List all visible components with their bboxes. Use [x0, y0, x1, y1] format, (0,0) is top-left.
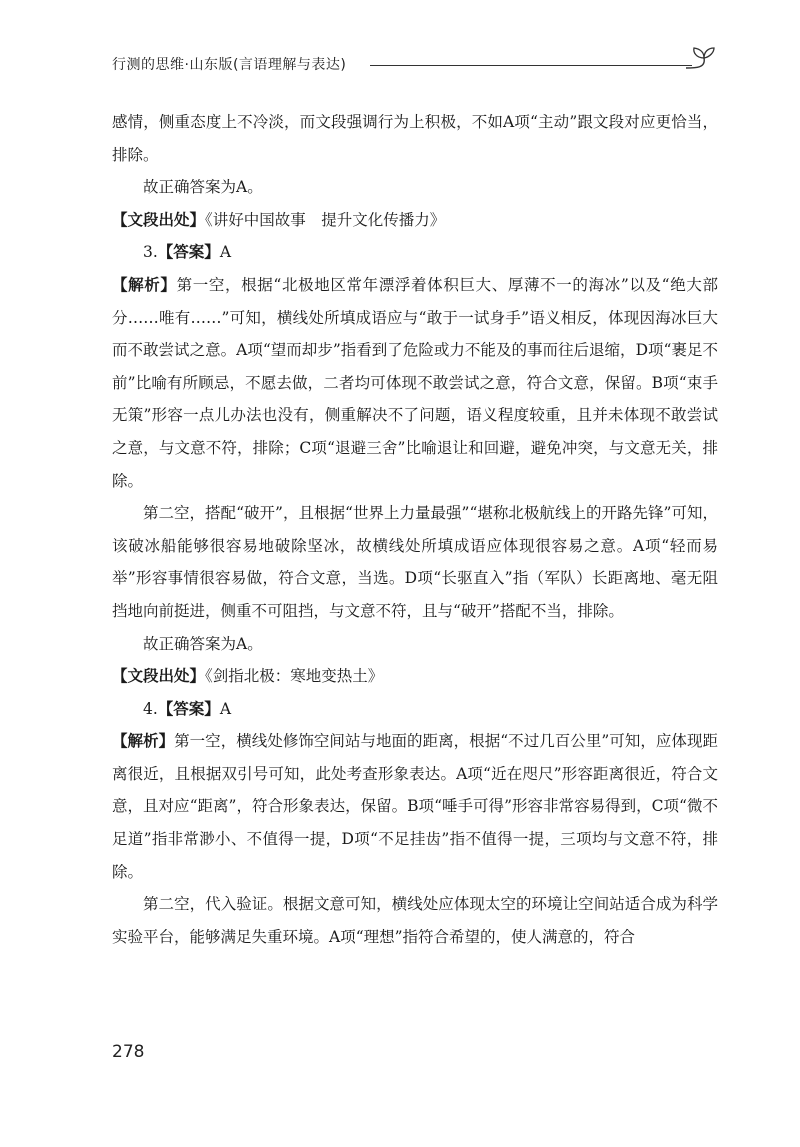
analysis-paragraph-3: 【解析】第一空，根据“北极地区常年漂浮着体积巨大、厚薄不一的海冰”以及“绝大部分……唯有……”可知，横线处所填成语应与“敢于一试身手”语义相反，体现因海冰巨大而不敢尝试之意。A项“望而却步”指看到了危险或力不能及的事而往后退缩，D项“裹足不前”比喻有所顾忌，不愿去做，二者均可体现不敢尝试之意，符合文意，保留。B项“束手无策”形容一点儿办法也没有，侧重解决不了问题，语义程度较重，且并未体现不敢尝试之意，与文意不符，排除；C项“退避三舍”比喻退让和回避，避免冲突，与文意无关，排除。: [112, 275, 718, 490]
paragraph-2: 故正确答案为A。: [143, 178, 263, 197]
paragraph-answer-3: 故正确答案为A。: [143, 634, 263, 653]
answer-label: 【答案】: [157, 243, 220, 262]
paragraph-second-blank-4: 第二空，代入验证。根据文意可知，横线处应体现太空的环境让空间站适合成为科学实验平台，能够满足失重环境。A项“理想”指符合希望的，使人满意的，符合: [112, 895, 718, 946]
paragraph-1: 感情，侧重态度上不冷淡，而文段强调行为上积极，不如A项“主动”跟文段对应更恰当，排除。: [112, 113, 718, 164]
running-header: [112, 46, 712, 80]
page-number: 278: [112, 1042, 145, 1062]
source-line-1: 【文段出处】《讲好中国故事 提升文化传播力》: [112, 210, 446, 229]
header-rule: [370, 65, 692, 66]
answer-line-4: 4.【答案】A: [143, 699, 232, 718]
sprout-icon: [682, 46, 716, 76]
source-line-2: 【文段出处】《剑指北极：寒地变热土》: [112, 667, 384, 686]
page-body: [112, 106, 718, 953]
analysis-label: 【解析】: [112, 732, 175, 751]
question-number: 3.: [143, 243, 158, 262]
question-number: 4.: [143, 699, 158, 718]
answer-line-3: 3.【答案】A: [143, 243, 232, 262]
source-label: 【文段出处】: [112, 667, 206, 686]
book-title: 行测的思维·山东版(言语理解与表达): [112, 57, 347, 73]
paragraph-second-blank-3: 第二空，搭配“破开”，且根据“世界上力量最强”“堪称北极航线上的开路先锋”可知，该破冰船能够很容易地破除坚冰，故横线处所填成语应体现很容易之意。A项“轻而易举”形容事情很容易做，符合文意，当选。D项“长驱直入”指（军队）长距离地、毫无阻挡地向前挺进，侧重不可阻挡，与文意不符，且与“破开”搭配不当，排除。: [112, 504, 718, 620]
analysis-label: 【解析】: [112, 275, 177, 294]
analysis-paragraph-4: 【解析】第一空，横线处修饰空间站与地面的距离，根据“不过几百公里”可知，应体现距离很近，且根据双引号可知，此处考查形象表达。A项“近在咫尺”形容距离很近，符合文意，且对应“距离”，符合形象表达，保留。B项“唾手可得”形容非常容易得到，C项“微不足道”指非常渺小、不值得一提，D项“不足挂齿”指不值得一提，三项均与文意不符，排除。: [112, 732, 718, 881]
source-label: 【文段出处】: [112, 210, 206, 229]
answer-label: 【答案】: [157, 699, 220, 718]
